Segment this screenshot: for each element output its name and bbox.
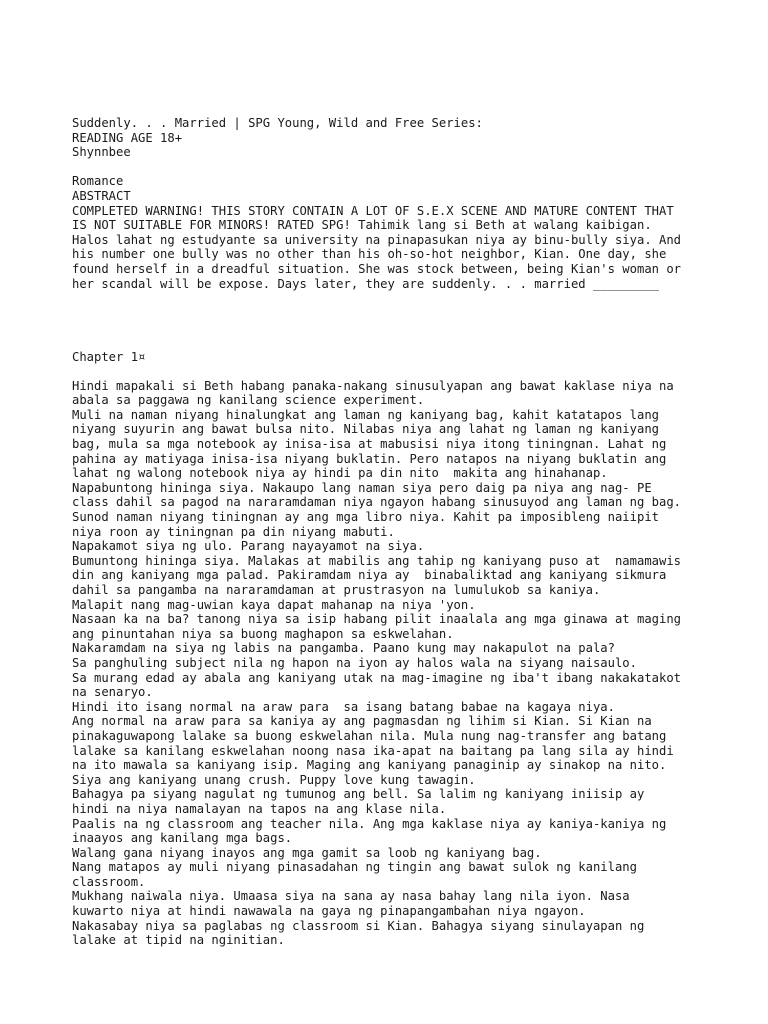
chapter-heading: Chapter 1¤ bbox=[72, 349, 146, 364]
paragraph-line: Paalis na ng classroom ang teacher nila. Ang mga kaklase niya ay kaniya-kaniya ng bbox=[72, 816, 667, 831]
paragraph-line: Sa panghuling subject nila ng hapon na iyon ay halos wala na siyang naisaulo. bbox=[72, 655, 637, 670]
paragraph-line: Walang gana niyang inayos ang mga gamit sa loob ng kaniyang bag. bbox=[72, 845, 542, 860]
paragraph-line: Malapit nang mag-uwian kaya dapat mahanap na niya 'yon. bbox=[72, 597, 476, 612]
paragraph-line: Ang normal na araw para sa kaniya ay ang pagmasdan ng lihim si Kian. Si Kian na bbox=[72, 714, 652, 729]
paragraph-line: Nakaramdam na siya ng labis na pangamba. Paano kung may nakapulot na pala? bbox=[72, 641, 615, 656]
abstract-line: Halos lahat ng estudyante sa university na pinapasukan niya ay binu-bully siya. And bbox=[72, 232, 682, 247]
paragraph-line: bag, mula sa mga notebook ay inisa-isa at mabusisi niya itong tiningnan. Lahat ng bbox=[72, 437, 667, 452]
paragraph-line: inaayos ang kanilang mga bags. bbox=[72, 831, 293, 846]
paragraph-line: Bahagya pa siyang nagulat ng tumunog ang bell. Sa lalim ng kaniyang iniisip ay bbox=[72, 787, 645, 802]
abstract-line: her scandal will be expose. Days later, they are suddenly. . . married _________ bbox=[72, 276, 659, 291]
paragraph-line: Hindi mapakali si Beth habang panaka-nakang sinusulyapan ang bawat kaklase niya na bbox=[72, 378, 674, 393]
document-page bbox=[72, 116, 712, 948]
paragraph-line: na senaryo. bbox=[72, 685, 153, 700]
paragraph-line: Sunod naman niyang tiningnan ay ang mga libro niya. Kahit pa imposibleng naiipit bbox=[72, 510, 659, 525]
paragraph-line: niya roon ay tiningnan pa din niyang mabuti. bbox=[72, 524, 395, 539]
abstract-line: his number one bully was no other than his oh-so-hot neighbor, Kian. One day, she bbox=[72, 247, 667, 262]
paragraph-line: din ang kaniyang mga palad. Pakiramdam niya ay binabaliktad ang kaniyang sikmura bbox=[72, 568, 667, 583]
paragraph-line: niyang suyurin ang bawat bulsa nito. Nilabas niya ang lahat ng laman ng kaniyang bbox=[72, 422, 659, 437]
paragraph-line: Nang matapos ay muli niyang pinasadahan ng tingin ang bawat sulok ng kanilang bbox=[72, 860, 637, 875]
paragraph-line: kuwarto niya at hindi nawawala na gaya ng pinapangambahan niya ngayon. bbox=[72, 904, 586, 919]
paragraph-line: Siya ang kaniyang unang crush. Puppy love kung tawagin. bbox=[72, 772, 476, 787]
paragraph-line: ang pinuntahan niya sa buong maghapon sa eskwelahan. bbox=[72, 626, 454, 641]
reading-age: READING AGE 18+ bbox=[72, 130, 183, 145]
document-title: Suddenly. . . Married | SPG Young, Wild and Free Series: bbox=[72, 116, 483, 130]
paragraph-line: lalake sa kanilang eskwelahan noong nasa ika-apat na baitang pa lang sila ay hindi bbox=[72, 743, 674, 758]
abstract-label: ABSTRACT bbox=[72, 188, 131, 203]
chapter-body bbox=[72, 379, 712, 948]
paragraph-line: class dahil sa pagod na nararamdaman niya ngayon habang sinusuyod ang laman ng bag. bbox=[72, 495, 682, 510]
paragraph-line: Nasaan ka na ba? tanong niya sa isip habang pilit inaalala ang mga ginawa at maging bbox=[72, 612, 682, 627]
paragraph-line: Nakasabay niya sa paglabas ng classroom si Kian. Bahagya siyang sinulayapan ng bbox=[72, 918, 645, 933]
abstract-line: found herself in a dreadful situation. She was stock between, being Kian's woman or bbox=[72, 261, 682, 276]
paragraph-line: Sa murang edad ay abala ang kaniyang utak na mag-imagine ng iba't ibang nakakatakot bbox=[72, 670, 682, 685]
paragraph-line: Hindi ito isang normal na araw para sa isang batang babae na kagaya niya. bbox=[72, 699, 615, 714]
abstract-text bbox=[72, 204, 712, 292]
paragraph-line: Napakamot siya ng ulo. Parang nayayamot na siya. bbox=[72, 539, 425, 554]
paragraph-line: dahil sa pangamba na nararamdaman at prustrasyon na lumulukob sa kaniya. bbox=[72, 583, 601, 598]
author-name: Shynnbee bbox=[72, 145, 131, 160]
abstract-line: COMPLETED WARNING! THIS STORY CONTAIN A LOT OF S.E.X SCENE AND MATURE CONTENT THAT bbox=[72, 203, 674, 218]
paragraph-line: Mukhang naiwala niya. Umaasa siya na sana ay nasa bahay lang nila iyon. Nasa bbox=[72, 889, 630, 904]
paragraph-line: Bumuntong hininga siya. Malakas at mabilis ang tahip ng kaniyang puso at namamawis bbox=[72, 553, 682, 568]
paragraph-line: Muli na naman niyang hinalungkat ang laman ng kaniyang bag, kahit katatapos lang bbox=[72, 407, 659, 422]
paragraph-line: pinakaguwapong lalake sa buong eskwelahan nila. Mula nung nag-transfer ang batang bbox=[72, 728, 667, 743]
abstract-line: IS NOT SUITABLE FOR MINORS! RATED SPG! Tahimik lang si Beth at walang kaibigan. bbox=[72, 218, 652, 233]
paragraph-line: lalake at tipid na nginitian. bbox=[72, 933, 285, 948]
paragraph-line: Napabuntong hininga siya. Nakaupo lang naman siya pero daig pa niya ang nag- PE bbox=[72, 480, 652, 495]
paragraph-line: pahina ay matiyaga inisa-isa niyang buklatin. Pero natapos na niyang buklatin ang bbox=[72, 451, 667, 466]
paragraph-line: lahat ng walong notebook niya ay hindi pa din nito makita ang hinahanap. bbox=[72, 466, 608, 481]
paragraph-line: hindi na niya namalayan na tapos na ang klase nila. bbox=[72, 801, 447, 816]
paragraph-line: abala sa paggawa ng kanilang science experiment. bbox=[72, 393, 425, 408]
genre: Romance bbox=[72, 174, 124, 189]
paragraph-line: classroom. bbox=[72, 874, 146, 889]
paragraph-line: na ito mawala sa kaniyang isip. Maging ang kaniyang panaginip ay sinakop na nito. bbox=[72, 758, 667, 773]
